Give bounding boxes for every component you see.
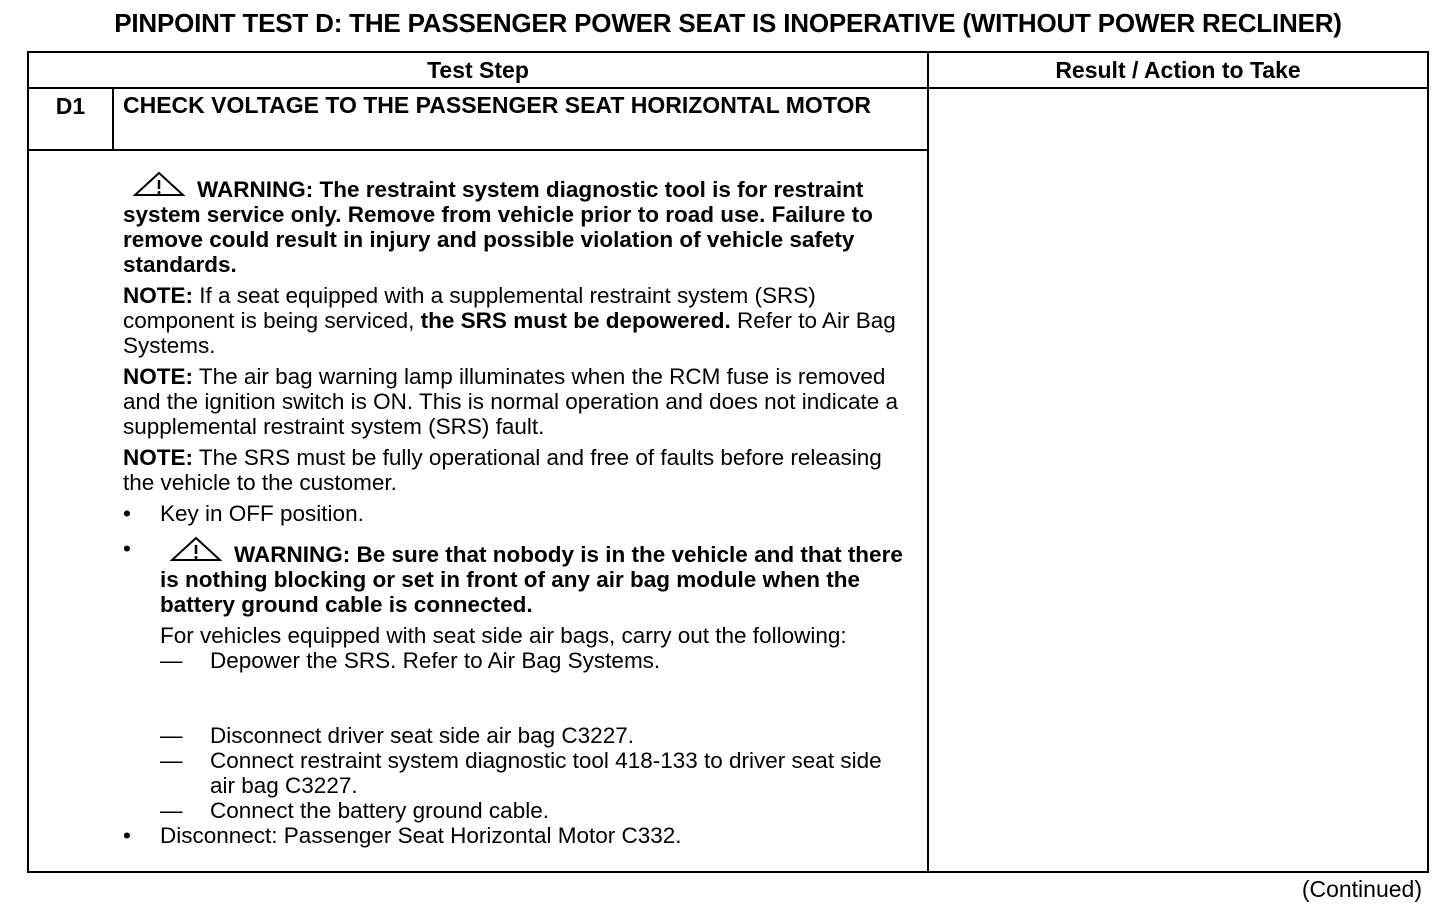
pinpoint-test-table — [27, 51, 1429, 873]
note-text: The air bag warning lamp illuminates when the RCM fuse is removed and the ignition switch is ON. This is normal operation and does not indicate a supplemental restraint system (SRS) fault. — [123, 364, 899, 439]
list-item-text: Depower the SRS. Refer to Air Bag Systems. — [210, 648, 661, 673]
page-title: PINPOINT TEST D: THE PASSENGER POWER SEAT IS INOPERATIVE (WITHOUT POWER RECLINER) — [114, 8, 1342, 38]
note-text: Refer to Air Bag Systems. — [123, 308, 896, 358]
warning-text: WARNING: Be sure that nobody is in the vehicle and that there is nothing blocking or set in front of any air bag module when the battery ground cable is connected. — [160, 542, 903, 617]
note-label: NOTE: — [123, 445, 193, 470]
list-item-text: Connect restraint system diagnostic tool 418-133 to driver seat side air bag C3227. — [210, 748, 882, 798]
list-item — [123, 501, 903, 526]
warning-triangle-icon — [133, 171, 185, 202]
list-item — [123, 748, 903, 798]
note-emphasis: the SRS must be depowered. — [420, 308, 731, 333]
note-text: If a seat equipped with a supplemental restraint system (SRS) component is being serviced, — [123, 283, 816, 333]
list-item-text: Disconnect: Passenger Seat Horizontal Motor C332. — [160, 823, 682, 848]
list-item — [123, 648, 903, 673]
dash-marker: — — [160, 748, 183, 773]
list-item — [123, 536, 903, 648]
step-id: D1 — [55, 93, 86, 119]
note-srs-depower — [123, 283, 903, 358]
instruction-text: For vehicles equipped with seat side air bags, carry out the following: — [160, 623, 847, 648]
dash-marker: — — [160, 798, 183, 823]
note-label: NOTE: — [123, 283, 193, 308]
dash-marker: — — [160, 648, 183, 673]
warning-nobody-in-vehicle — [160, 536, 903, 617]
warning-triangle-icon — [170, 536, 222, 567]
warning-restraint-tool — [123, 171, 903, 277]
note-text: The SRS must be fully operational and free of faults before releasing the vehicle to the customer. — [123, 445, 882, 495]
list-item — [123, 823, 903, 848]
continued-label: (Continued) — [1301, 876, 1422, 902]
header-result-action: Result / Action to Take — [1055, 57, 1301, 83]
step-title: CHECK VOLTAGE TO THE PASSENGER SEAT HORIZONTAL MOTOR — [123, 92, 871, 118]
note-srs-operational — [123, 445, 903, 495]
step-id-divider — [112, 89, 114, 149]
list-item — [123, 798, 903, 823]
list-item-text: Disconnect driver seat side air bag C3227. — [210, 723, 634, 748]
note-label: NOTE: — [123, 364, 193, 389]
dash-marker: — — [160, 723, 183, 748]
step-content — [123, 171, 903, 854]
note-airbag-lamp — [123, 364, 903, 439]
warning-text: : The restraint system diagnostic tool is for restraint system service only. Remove from vehicle prior to road use. Failure to remove could result in injury and possible violation of vehicle safety standards. — [123, 177, 873, 277]
list-item — [123, 723, 903, 748]
header-test-step: Test Step — [427, 57, 529, 83]
bullet-marker: • — [123, 501, 131, 526]
column-divider — [927, 53, 929, 871]
list-item-text: Key in OFF position. — [160, 501, 364, 526]
bullet-marker: • — [123, 823, 131, 848]
list-item-text: Connect the battery ground cable. — [210, 798, 549, 823]
warning-label: WARNING — [197, 177, 306, 202]
step-title-divider — [29, 149, 927, 151]
bullet-marker: • — [123, 536, 131, 561]
